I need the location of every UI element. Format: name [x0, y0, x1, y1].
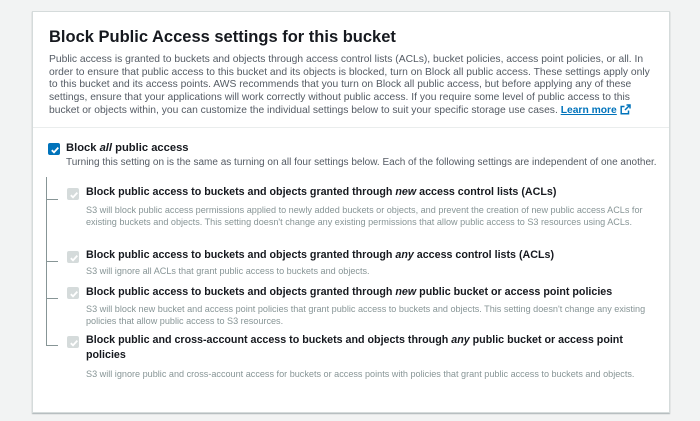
- block-all-description: Turning this setting on is the same as turning on all four settings below. Each of the following settings are independent of one another.: [66, 157, 657, 168]
- tree-branch: [46, 298, 58, 299]
- option-label-post: access control lists (ACLs): [413, 249, 554, 261]
- block-all-label[interactable]: [66, 142, 189, 154]
- learn-more-label: Learn more: [560, 105, 617, 116]
- block-new-policies-checkbox[interactable]: [67, 287, 79, 299]
- option-label-em: new: [395, 186, 417, 198]
- tree-branch: [46, 261, 58, 262]
- option-label-pre: Block public and cross-account access to buckets and objects through: [86, 334, 452, 346]
- panel-description: [49, 54, 661, 120]
- option-label-em: any: [451, 334, 470, 346]
- block-new-acls-checkbox[interactable]: [67, 188, 79, 200]
- block-any-acls-label[interactable]: [86, 248, 646, 263]
- option-label-pre: Block public access to buckets and objects granted through: [86, 249, 396, 261]
- block-new-acls-description: S3 will block public access permissions applied to newly added buckets or objects, and prevent the creation of new public access ACLs for existing buckets and objects. This setting doesn't change any existing permissions that allow public access to S3 resources using ACLs.: [86, 205, 643, 228]
- checkmark-icon: [50, 145, 60, 155]
- block-cross-account-checkbox[interactable]: [67, 336, 79, 348]
- checkmark-icon: [69, 253, 79, 263]
- block-new-acls-label[interactable]: [86, 185, 646, 200]
- block-any-acls-checkbox[interactable]: [67, 251, 79, 263]
- block-cross-account-label[interactable]: [86, 333, 646, 363]
- tree-branch: [46, 199, 58, 200]
- block-all-checkbox[interactable]: [48, 143, 60, 155]
- block-all-label-pre: Block: [66, 142, 100, 154]
- option-label-post: access control lists (ACLs): [416, 186, 557, 198]
- block-all-label-post: public access: [112, 142, 189, 154]
- option-label-em: new: [395, 286, 417, 298]
- option-label-em: any: [395, 249, 414, 261]
- block-any-acls-description: S3 will ignore all ACLs that grant public access to buckets and objects.: [86, 266, 370, 276]
- checkmark-icon: [69, 190, 79, 200]
- block-cross-account-description: S3 will ignore public and cross-account access for buckets or access points with policies that grant public access to buckets and objects.: [86, 369, 635, 379]
- external-link-icon: [620, 104, 631, 120]
- block-all-label-em: all: [99, 142, 113, 154]
- option-label-post: public bucket or access point policies: [86, 334, 623, 361]
- block-new-policies-description: S3 will block new bucket and access point policies that grant public access to buckets and objects. This setting doesn't change any existing policies that allow public access to S3 resources.: [86, 304, 646, 327]
- learn-more-link[interactable]: [561, 105, 631, 116]
- tree-branch: [46, 345, 58, 346]
- checkmark-icon: [69, 289, 79, 299]
- checkmark-icon: [69, 338, 79, 348]
- panel-title: Block Public Access settings for this bucket: [49, 28, 396, 46]
- option-label-post: public bucket or access point policies: [416, 286, 613, 298]
- option-label-pre: Block public access to buckets and objects granted through: [86, 186, 396, 198]
- block-new-policies-label[interactable]: [86, 285, 646, 300]
- option-label-pre: Block public access to buckets and objects granted through: [86, 286, 396, 298]
- panel-header: [33, 12, 669, 128]
- panel-description-text: Public access is granted to buckets and objects through access control lists (ACLs), bucket policies, access point policies, or all. In order to ensure that public access to this bucket and its objects is blocked, turn on Block all public access. These settings apply only to this bucket and its access points. AWS recommends that you turn on Block all public access, but before applying any of these settings, ensure that your applications will work correctly without public access. If you require some level of public access to this bucket or objects within, you can customize the individual settings below to suit your specific storage use cases.: [49, 54, 650, 116]
